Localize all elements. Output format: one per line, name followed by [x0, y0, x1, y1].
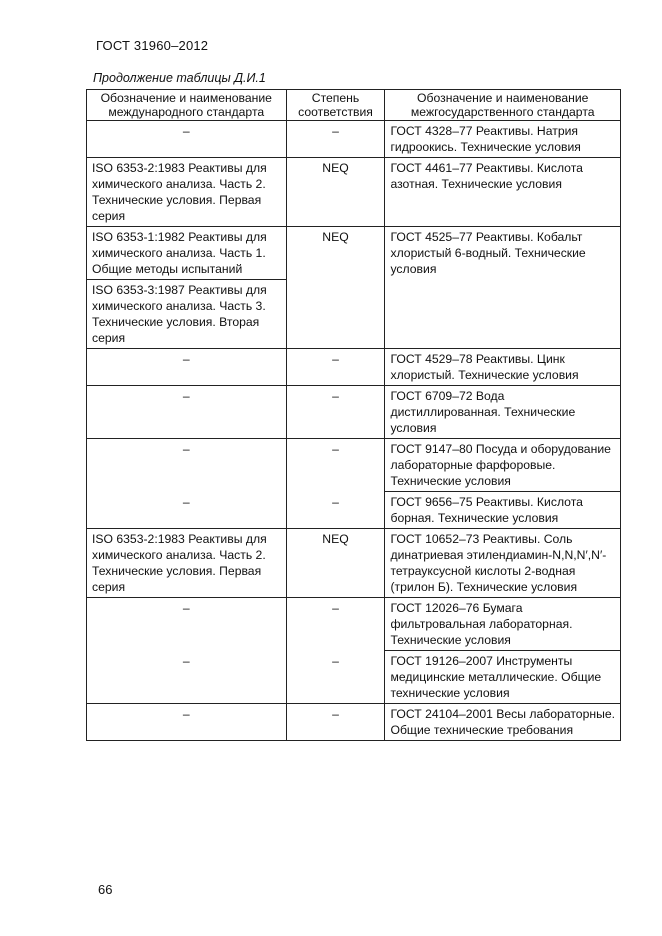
gost-standard-cell: ГОСТ 19126–2007 Инструменты медицинские металлические. Общие технические условия — [385, 651, 621, 704]
table-row — [87, 386, 621, 439]
header-interstate-standard: Обозначение и наименование межгосударственного стандарта — [385, 90, 621, 121]
table-row — [87, 704, 621, 741]
standards-table — [86, 89, 621, 741]
degree-cell: – — [286, 386, 385, 439]
intl-standard-cell: – — [87, 439, 287, 492]
table-row — [87, 439, 621, 492]
table-row — [87, 598, 621, 651]
header-international-standard: Обозначение и наименование международного стандарта — [87, 90, 287, 121]
gost-standard-cell: ГОСТ 9656–75 Реактивы. Кислота борная. Технические условия — [385, 492, 621, 529]
intl-standard-cell: – — [87, 121, 287, 158]
document-header: ГОСТ 31960–2012 — [96, 38, 209, 53]
intl-standard-cell: ISO 6353-3:1987 Реактивы для химического анализа. Часть 3. Технические условия. Вторая серия — [87, 280, 287, 349]
gost-standard-cell: ГОСТ 10652–73 Реактивы. Соль динатриевая этилендиамин-N,N,N′,N′-тетрауксусной кислоты 2-водная (трилон Б). Технические условия — [385, 529, 621, 598]
table-row — [87, 121, 621, 158]
intl-standard-cell: ISO 6353-2:1983 Реактивы для химического анализа. Часть 2. Технические условия. Первая серия — [87, 529, 287, 598]
degree-cell: – — [286, 349, 385, 386]
table-caption: Продолжение таблицы Д.И.1 — [93, 71, 266, 85]
degree-cell: NEQ — [286, 158, 385, 227]
intl-standard-cell: ISO 6353-1:1982 Реактивы для химического анализа. Часть 1. Общие методы испытаний — [87, 227, 287, 280]
degree-cell: NEQ — [286, 227, 385, 349]
gost-standard-cell: ГОСТ 4461–77 Реактивы. Кислота азотная. Технические условия — [385, 158, 621, 227]
table-row — [87, 349, 621, 386]
degree-cell: – — [286, 598, 385, 651]
degree-cell: NEQ — [286, 529, 385, 598]
intl-standard-cell: – — [87, 349, 287, 386]
gost-standard-cell: ГОСТ 9147–80 Посуда и оборудование лабораторные фарфоровые. Технические условия — [385, 439, 621, 492]
degree-cell: – — [286, 704, 385, 741]
gost-standard-cell: ГОСТ 4328–77 Реактивы. Натрия гидроокись. Технические условия — [385, 121, 621, 158]
header-degree-of-conformity: Степень соответствия — [286, 90, 385, 121]
degree-cell: – — [286, 492, 385, 529]
intl-standard-cell: – — [87, 598, 287, 651]
table-row — [87, 529, 621, 598]
degree-cell: – — [286, 121, 385, 158]
intl-standard-cell: – — [87, 651, 287, 704]
intl-standard-cell: – — [87, 704, 287, 741]
degree-cell: – — [286, 439, 385, 492]
intl-standard-cell: ISO 6353-2:1983 Реактивы для химического анализа. Часть 2. Технические условия. Первая серия — [87, 158, 287, 227]
table-header-row — [87, 90, 621, 121]
intl-standard-cell: – — [87, 492, 287, 529]
gost-standard-cell: ГОСТ 24104–2001 Весы лабораторные. Общие технические требования — [385, 704, 621, 741]
page-number: 66 — [98, 882, 113, 897]
table-row — [87, 492, 621, 529]
degree-cell: – — [286, 651, 385, 704]
gost-standard-cell: ГОСТ 4525–77 Реактивы. Кобальт хлористый 6-водный. Технические условия — [385, 227, 621, 349]
table-row — [87, 651, 621, 704]
gost-standard-cell: ГОСТ 6709–72 Вода дистиллированная. Технические условия — [385, 386, 621, 439]
table-row — [87, 158, 621, 227]
gost-standard-cell: ГОСТ 12026–76 Бумага фильтровальная лабораторная. Технические условия — [385, 598, 621, 651]
table-row — [87, 227, 621, 280]
intl-standard-cell: – — [87, 386, 287, 439]
gost-standard-cell: ГОСТ 4529–78 Реактивы. Цинк хлористый. Технические условия — [385, 349, 621, 386]
